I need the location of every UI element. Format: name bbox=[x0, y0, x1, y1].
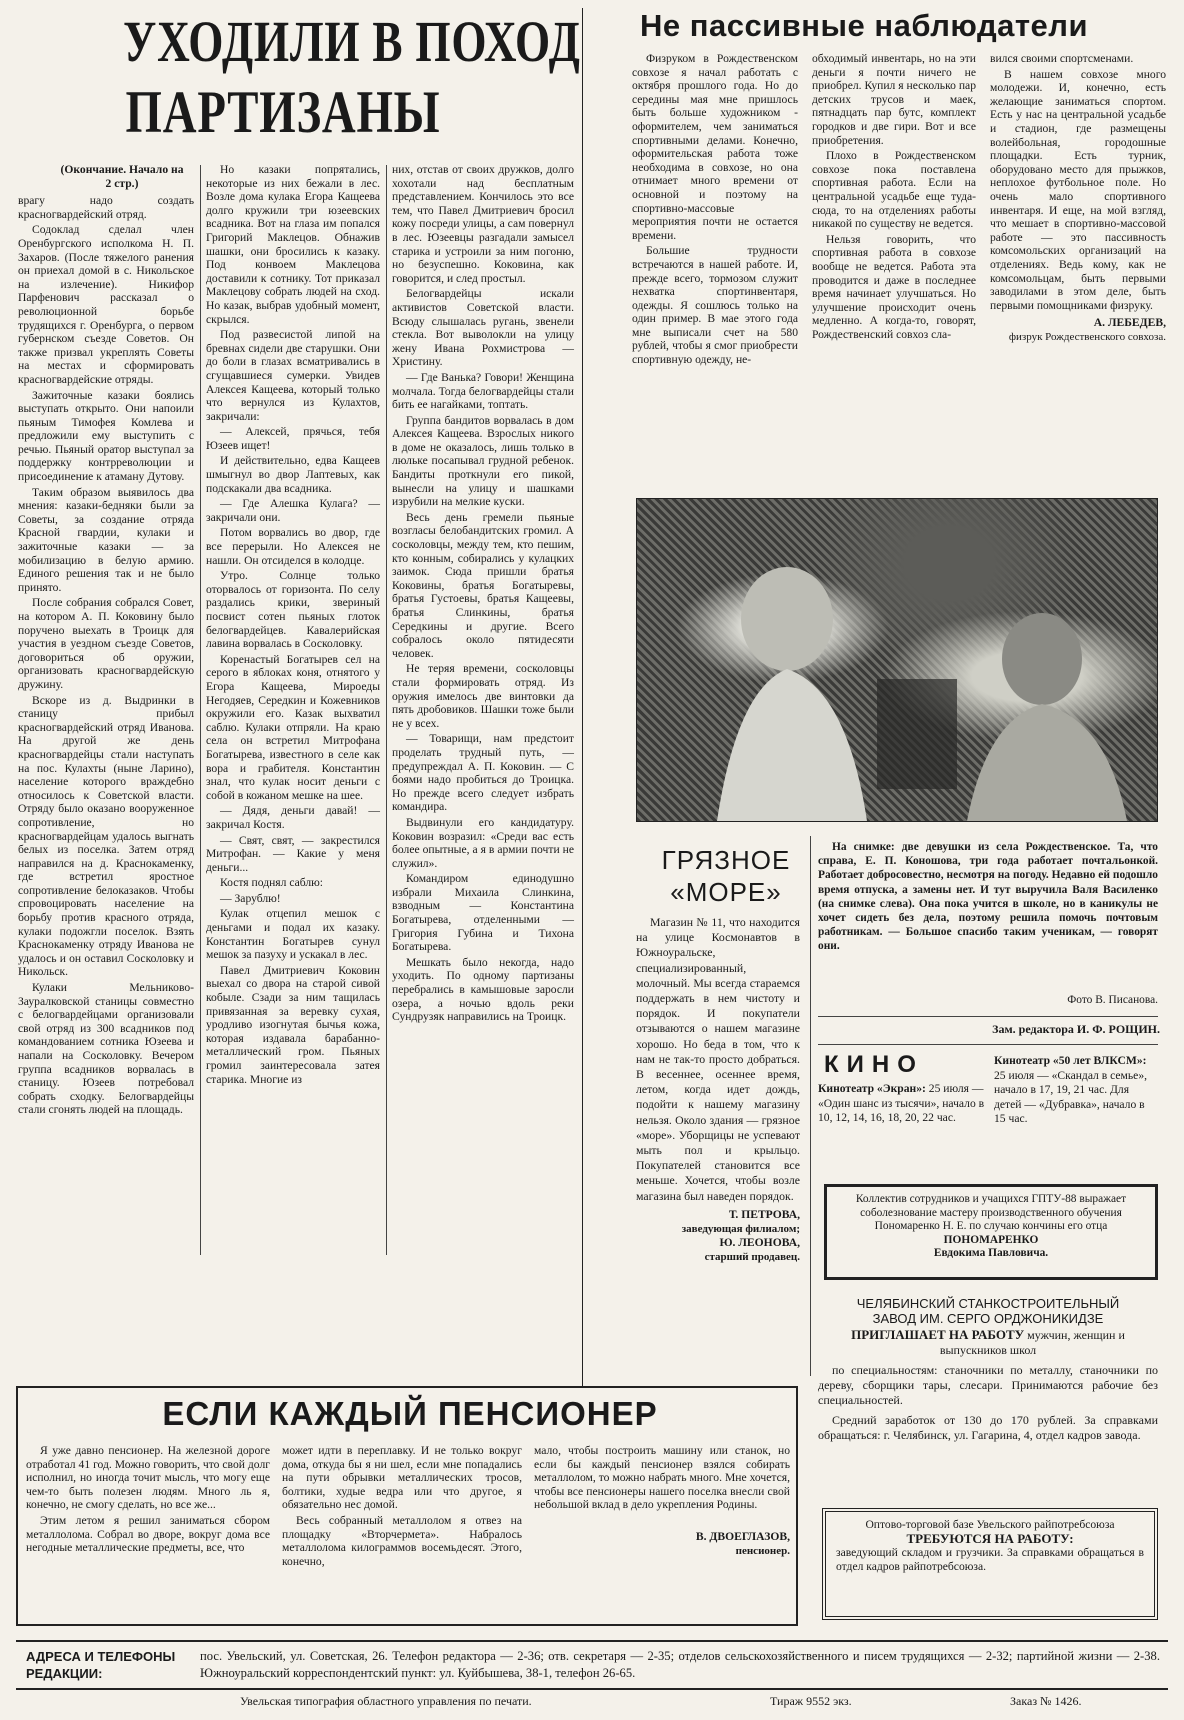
footer-printer: Увельская типография областного управления по печати. bbox=[240, 1694, 532, 1708]
condolence-name1: ПОНОМАРЕНКО bbox=[943, 1233, 1039, 1246]
pensioner-col2 bbox=[282, 1444, 522, 1620]
footer-label: АДРЕСА И ТЕЛЕФОНЫ РЕДАКЦИИ: bbox=[26, 1649, 176, 1681]
sea-signature1-name: Т. ПЕТРОВА, bbox=[728, 1207, 800, 1221]
column-rule bbox=[386, 165, 387, 1255]
paragraph: Потом ворвались во двор, где все перерыли. Но Алексея не нашли. Он отсиделся в колодце. bbox=[206, 526, 380, 567]
paragraph: — Алексей, прячься, тебя Юзеев ищет! bbox=[206, 425, 380, 452]
paragraph: — Где Ванька? Говори! Женщина молчала. Тогда белогвардейцы стали бить ее нагайками, топтать. bbox=[392, 370, 574, 412]
footer-circulation: Тираж 9552 экз. bbox=[770, 1694, 852, 1708]
deputy-editor: Зам. редактора И. Ф. РОЩИН. bbox=[992, 1022, 1160, 1036]
photo-credit: Фото В. Писанова. bbox=[1067, 994, 1158, 1006]
rule bbox=[818, 1044, 1158, 1045]
headline-sea-line1: ГРЯЗНОЕ bbox=[661, 845, 791, 875]
headline-partisans-line1: УХОДИЛИ В ПОХОД bbox=[123, 9, 581, 74]
sea-signature2-title: старший продавец. bbox=[704, 1250, 800, 1263]
paragraph: Содоклад сделал член Оренбургского исполкома Н. П. Захаров. (После тяжелого ранения он приехал домой в с. Никольское на излечение). Никифор Парфенович рассказал о революционной борьбе трудящихся г. Оренбурга, о первом губернском съезде Советов. Он также призвал укреплять Советы на местах и сформировать красногвардейские отряды. bbox=[18, 223, 194, 386]
plant-ad-text2: Средний заработок от 130 до 170 рублей. За справками обращаться: г. Челябинск, ул. Гагарина, 4, отдел кадров завода. bbox=[818, 1412, 1158, 1443]
paragraph: — Товарищи, нам предстоит проделать трудный путь, — предупреждал А. П. Коковин. — С боями надо пробиться до Троицка. Но прежде всего следует избрать командира. bbox=[392, 732, 574, 814]
kino-ekran-text: 25 июля — «Один шанс из тысячи», начало в 10, 12, 14, 16, 18, 20, 22 час. bbox=[818, 1082, 985, 1125]
paragraph: Кулак отцепил мешок с деньгами и подал их казаку. Константин Богатырев сунул мешок за пазуху и ускакал в лес. bbox=[206, 907, 380, 962]
partisans-col2 bbox=[206, 163, 380, 1251]
pensioner-col1 bbox=[26, 1444, 270, 1620]
observers-col1 bbox=[632, 52, 798, 472]
paragraph: — Свят, свят, — закрестился Митрофан. — Какие у меня деньги... bbox=[206, 833, 380, 874]
column-rule bbox=[200, 165, 201, 1255]
paragraph: может идти в переплавку. И не только вокруг дома, откуда бы я ни шел, если мне попадались на пути обрывки металлических тросов, болтики, худые ведра или что другое, я обязательно нес домой. bbox=[282, 1444, 522, 1512]
pensioner-signature bbox=[534, 1530, 790, 1558]
observers-signature-name: А. ЛЕБЕДЕВ, bbox=[1093, 316, 1166, 330]
paragraph: И действительно, едва Кащеев шмыгнул во двор Лаптевых, как подскакали два всадника. bbox=[206, 454, 380, 495]
plant-ad-line1: ЧЕЛЯБИНСКИЙ СТАНКОСТРОИТЕЛЬНЫЙ bbox=[856, 1296, 1120, 1311]
headline-sea-line2: «МОРЕ» bbox=[670, 877, 782, 907]
paragraph: Магазин № 11, что находится на улице Космонавтов в Южноуральске, специализированный, молочный. Мы всегда стараемся поддержать в нем чистоту и порядок. И покупатели отзываются о нашем магазине хорошо. Но беда в том, что к нам не так-то просто добраться. В весеннее, осеннее время, летом, когда идет дождь, подойти к нашему магазину нельзя. Около здания — грязное «море». Уборщицы не успевают мыть пол и крыльцо. Покупателей становится все меньше. Хочется, чтобы возле магазина был наведен порядок. bbox=[636, 915, 800, 1203]
paragraph: В нашем совхозе много молодежи. И, конечно, есть желающие заниматься спортом. Есть у нас на центральной усадьбе и стадион, где размещены волейбольная, городошные площадки. Есть турник, оборудовано место для прыжков, неплохое футбольное поле. Но очень мало спортивного инвентаря. И еще, на мой взгляд, что мешает в спортивно-массовой работе — это пассивность комсомольских организаций на отделениях. Ведь кому, как не комсомольцам, быть первыми заводилами в этом деле, быть первыми помощниками физруку. bbox=[990, 67, 1166, 312]
base-ad-text: заведующий складом и грузчики. За справками обращаться в отдел кадров райпотребсоюза. bbox=[836, 1546, 1144, 1573]
plant-ad-text1: по специальностям: станочники по металлу, станочники по дереву, сборщики тары, слесари. Принимаются рабочие без специальностей. bbox=[818, 1362, 1158, 1408]
sea-text bbox=[636, 915, 800, 1355]
paragraph: вился своими спортсменами. bbox=[990, 52, 1134, 65]
footer-address: пос. Увельский, ул. Советская, 26. Телефон редактора — 2-36; отв. секретаря — 2-35; отделов сельскохозяйственного и писем трудящихся — 2-32; партийной жизни — 2-38. Южноуральский корреспондентский пункт: ул. Куйбышева, 38-1, телефон 26-65. bbox=[200, 1649, 1160, 1680]
photo-two-girls bbox=[636, 498, 1158, 822]
sea-signature bbox=[636, 1208, 800, 1264]
base-ad-line1: Оптово-торговой базе Увельского райпотребсоюза bbox=[865, 1518, 1115, 1531]
headline-observers: Не пассивные наблюдатели bbox=[640, 8, 1089, 43]
paragraph: Группа бандитов ворвалась в дом Алексея Кащеева. Взрослых никого в доме не оказалось, лишь только в люльке посапывал грудной ребенок. Бандиты проткнули его пикой, вынесли на улицу и шашками изрубили на мелкие куски. bbox=[392, 413, 574, 509]
column-rule bbox=[810, 836, 811, 1376]
paragraph: — Дядя, деньги давай! — закричал Костя. bbox=[206, 804, 380, 831]
paragraph: Командиром единодушно избрали Михаила Слинкина, взводным — Константина Богатырева, отделенными — Григория Губина и Тихона Богатырева. bbox=[392, 872, 574, 954]
kino-vlksm bbox=[994, 1054, 1158, 1184]
paragraph: — Зарублю! bbox=[220, 891, 281, 905]
paragraph: Не теряя времени, сосколовцы стали формировать отряд. Из оружия имелось две винтовки да пять дробовиков. Шашки тоже были не у всех. bbox=[392, 662, 574, 730]
paragraph: — Где Алешка Кулага? — закричали они. bbox=[206, 497, 380, 524]
pensioner-signature-title: пенсионер. bbox=[735, 1544, 790, 1557]
kino-ekran bbox=[818, 1082, 988, 1192]
paragraph: Я уже давно пенсионер. На железной дороге отработал 41 год. Можно говорить, что свой долг исполнил, но иногда точит мысль, что могу еще чем-то быть полезен людям. Много ль я, конечно, не смогу сделать, но все же... bbox=[26, 1444, 270, 1512]
paragraph: Павел Дмитриевич Коковин выехал со двора на старой сивой кобыле. Сзади за ним тащилась привязанная за веревку сухая, уродливо изогнутая бычья кожа, которая издавала барабанно-металлический гром. Пьяных громил заинтересовала затея старика. Многие из bbox=[206, 963, 380, 1086]
footer-rule bbox=[16, 1640, 1168, 1642]
paragraph: Таким образом выявилось два мнения: казаки-бедняки были за Советы, за создание отряда Красной гвардии, кулаки и зажиточные казаки — за мобилизацию в белую армию. Единого решения так и не было принято. bbox=[18, 485, 194, 594]
base-ad-needed: ТРЕБУЮТСЯ НА РАБОТУ: bbox=[906, 1531, 1074, 1546]
caption-text: На снимке: две девушки из села Рождественское. Та, что справа, Е. П. Коношова, три года работает почтальонкой. Работает добросовестно, несмотря на погоду. Недавно ей подошло время отпуска, а замены нет. И тут выручила Валя Василенко (на снимке слева). Она пока учится в школе, но в каникулы не хочет сидеть без дела, поэтому решила помочь почтовым работникам. — Большое спасибо таким ученикам, — говорят они. bbox=[818, 841, 1158, 953]
paragraph: Но казаки попрятались, некоторые из них бежали в лес. Возле дома кулака Егора Кащеева долго кружили три юзеевских всадника. Вот на глаза им попался Григорий Маклецов. Обнажив шашки, они бросились к казаку. Под конвоем Маклецова доставили к сотнику. Тот приказал Маклецову собрать людей на сход. Но казак, выбрав удобный момент, скрылся. bbox=[206, 163, 380, 326]
paragraph: Коренастый Богатырев сел на серого в яблоках коня, отнятого у Егора Кащеева, Мироеды Негодяев, Середкин и Кожевников окружили его. Казак выхватил саблю. Кулаки отпряли. На краю села он встретил Митрофана Богатырева, известного в селе как вора и грабителя. Константин знал, что кулак носит деньги с собой в кожаном мешке на шее. bbox=[206, 652, 380, 802]
sea-signature2-name: Ю. ЛЕОНОВА, bbox=[719, 1235, 800, 1249]
partisans-col1 bbox=[18, 163, 194, 1251]
paragraph: них, отстав от своих дружков, долго хохотали над бесплатным представлением. Кончилось это все тем, что Павел Дмитриевич бросил кожу посреди улицы, а сам повернул в лес. Юзеевцы разгадали замысел старика и устроили за ним погоню, но безуспешно. Коковина, как говорится, и след простыл. bbox=[392, 163, 574, 285]
paragraph: Вскоре из д. Выдринки в станицу прибыл красногвардейский отряд Иванова. На другой же день красногвардейцы стали наступать на пос. Кулахты (ныне Ларино), население которого враждебно относилось к Советской власти. Отряду было оказано вооруженное сопротивление, но красногвардейцам удалось выгнать белых из поселка. Затем отряд направился на д. Краснокаменку, где встретил яростное сопротивление белоказаков. Чтобы спровоцировать население на борьбу против красного отряда, кулаки подожгли поселок. Взять Краснокаменку отряду Иванова не удалось и он оставил Сосколовку и Никольск. bbox=[18, 693, 194, 979]
plant-ad-line2: ЗАВОД ИМ. СЕРГО ОРДЖОНИКИДЗЕ bbox=[872, 1311, 1104, 1327]
paragraph: Выдвинули его кандидатуру. Коковин возразил: «Среди вас есть более опытные, а я в армии почти не служил». bbox=[392, 815, 574, 870]
paragraph: Мешкать было некогда, надо уходить. По одному партизаны перебрались в камышовые заросли озера, а ночью вдоль реки Сундрузяк направились на Троицк. bbox=[392, 955, 574, 1024]
kino-ekran-head: Кинотеатр «Экран»: bbox=[818, 1082, 926, 1095]
observers-col2 bbox=[812, 52, 976, 472]
paragraph: Весь собранный металлолом я отвез на площадку «Вторчермета». Набралось металлолома килограммов восемьдесят. Этого, конечно, bbox=[282, 1513, 522, 1568]
paragraph: врагу надо создать красногвардейский отряд. bbox=[18, 194, 194, 221]
headline-partisans-line2: ПАРТИЗАНЫ bbox=[125, 79, 441, 145]
paragraph: мало, чтобы построить машину или станок, но если бы каждый пенсионер взялся собирать металлолом, то можно набрать много. Мне хочется, чтобы все пенсионеры нашего поселка внесли свой небольшой вклад в дело укрепления Родины. bbox=[534, 1444, 790, 1512]
footer-order: Заказ № 1426. bbox=[1010, 1694, 1082, 1708]
paragraph: После собрания собрался Совет, на котором А. П. Коковину было поручено выехать в Троицк для участия в уездном съезде Советов, договориться об оружии, организовать красногвардейскую дружину. bbox=[18, 596, 194, 691]
paragraph: Под развесистой липой на бревнах сидели две старушки. Они до боли в глазах всматривались в сгущавшиеся сумерки. Увидев Алексея Кащеева, который только что вернулся из Кулахтов, закричали: bbox=[206, 328, 380, 423]
headline-sea bbox=[636, 844, 816, 910]
paragraph: обходимый инвентарь, но на эти деньги я почти ничего не приобрел. Купил я несколько пар детских трусов и маек, пятнадцать пар бутс, комплект городков и две гири. Вот и все приобретения. bbox=[812, 52, 976, 147]
pensioner-signature-name: В. ДВОЕГЛАЗОВ, bbox=[695, 1529, 790, 1543]
paragraph: Физруком в Рождественском совхозе я начал работать с октября прошлого года. Но до середины мая мне пришлось быть больше художником - оформителем, чем заниматься спортивными делами. Конечно, оформительская работа тоже необходима в совхозе, но она отнимает много времени от основной и поэтому на спортивно-массовые мероприятия почти не остается времени. bbox=[632, 52, 798, 242]
section-rule bbox=[582, 8, 583, 1388]
paragraph: Зажиточные казаки боялись выступать открыто. Они напоили пьяным Тимофея Комлева и предложили ему выступить с речью. Пьяный оратор выступал за поддержку контрреволюции и присоединение к атаману Дутову. bbox=[18, 388, 194, 484]
paragraph: Утро. Солнце только оторвалось от горизонта. По селу раздались крики, звериный посвист сотен пьяных глоток белогвардейцев. Кавалерийская лавина ворвалась в Сосколовку. bbox=[206, 569, 380, 651]
condolence-text: Коллектив сотрудников и учащихся ГПТУ-88 выражает соболезнование мастеру производственного обучения Пономаренко Н. Е. по случаю кончины его отца bbox=[855, 1193, 1127, 1233]
plant-ad bbox=[818, 1296, 1158, 1496]
rule bbox=[818, 1016, 1158, 1017]
kino-title: КИНО bbox=[824, 1051, 924, 1078]
headline-pensioner: ЕСЛИ КАЖДЫЙ ПЕНСИОНЕР bbox=[162, 1395, 658, 1432]
plant-ad-invite: ПРИГЛАШАЕТ НА РАБОТУ bbox=[851, 1326, 1025, 1342]
plant-ad-invite-line bbox=[818, 1327, 1158, 1359]
photo-caption bbox=[818, 840, 1158, 990]
paragraph: Костя поднял саблю: bbox=[220, 876, 324, 890]
kino-vlksm-head: Кинотеатр «50 лет ВЛКСМ»: bbox=[994, 1054, 1147, 1067]
paragraph: Большие трудности встречаются в нашей работе. И, прежде всего, тормозом служит нехватка спортинвентаря, одежды. Я сошлюсь только на один пример. В мае этого года мне выписали счет на 580 рублей, чтобы я смог приобрести спортивную одежду, не- bbox=[632, 244, 798, 367]
observers-col3 bbox=[990, 52, 1166, 492]
condolence-name2: Евдокима Павловича. bbox=[933, 1247, 1049, 1260]
footer-rule bbox=[16, 1688, 1168, 1690]
paragraph: Этим летом я решил заниматься сбором металлолома. Собрал во дворе, вокруг дома все негодные металлические предметы, все, что bbox=[26, 1513, 270, 1555]
paragraph: Кулаки Мельниково-Зауралковской станицы совместно с белогвардейцами организовали свой отряд из 300 всадников под командованием сотника Юзеева и напали на Сосколовку. Вечером группа всадников ворвалась в станицу. Юзеев потребовал собрать сходку. Белогвардейцы стали сгонять людей на площадь. bbox=[18, 981, 194, 1117]
paragraph: Белогвардейцы искали активистов Советской власти. Всюду слышалась ругань, звенели стекла. Вот выволокли на улицу жену Ивана Рохмистрова — Христину. bbox=[392, 287, 574, 369]
paragraph: Плохо в Рождественском совхозе пока поставлена спортивная работа. Если на центральной усадьбе еще туда-сюда, то на отделениях работы никакой по существу не ведется. bbox=[812, 149, 976, 231]
pensioner-col3 bbox=[534, 1444, 790, 1620]
paragraph: Нельзя говорить, что спортивная работа в совхозе вообще не ведется. Работа эта проводится и даже в последнее время начинает улучшаться. Но улучшение происходит очень медленно. А когда-то, говорят, Рождественский совхоз сла- bbox=[812, 232, 976, 341]
condolence-box bbox=[824, 1184, 1158, 1280]
kino-vlksm-text: 25 июля — «Скандал в семье», начало в 17, 19, 21 час. Для детей — «Дубравка», начало в 15 час. bbox=[994, 1068, 1148, 1126]
photo-figures-icon bbox=[637, 499, 1157, 821]
base-ad-box bbox=[822, 1508, 1158, 1620]
plant-ad-invite-rest: мужчин, женщин и выпускников школ bbox=[939, 1327, 1125, 1358]
observers-signature-title: физрук Рождественского совхоза. bbox=[1008, 331, 1166, 344]
partisans-col3 bbox=[392, 163, 574, 1251]
observers-signature bbox=[990, 316, 1166, 344]
paragraph: Весь день гремели пьяные возгласы белобандитских громил. А сосколовцы, между тем, кто пешим, кто конным, собирались у кулацких заимок. Сюда пришли братья Коковины, братья Богатыревы, братья Густоевы, братья Кащеевы, братья Слинкины, братья Середкины и другие. Всего собралось около пятидесяти человек. bbox=[392, 510, 574, 660]
headline-partisans bbox=[78, 8, 581, 158]
sea-signature1-title: заведующая филиалом; bbox=[681, 1222, 800, 1235]
partisans-continuation: (Окончание. Начало на 2 стр.) bbox=[60, 163, 184, 190]
